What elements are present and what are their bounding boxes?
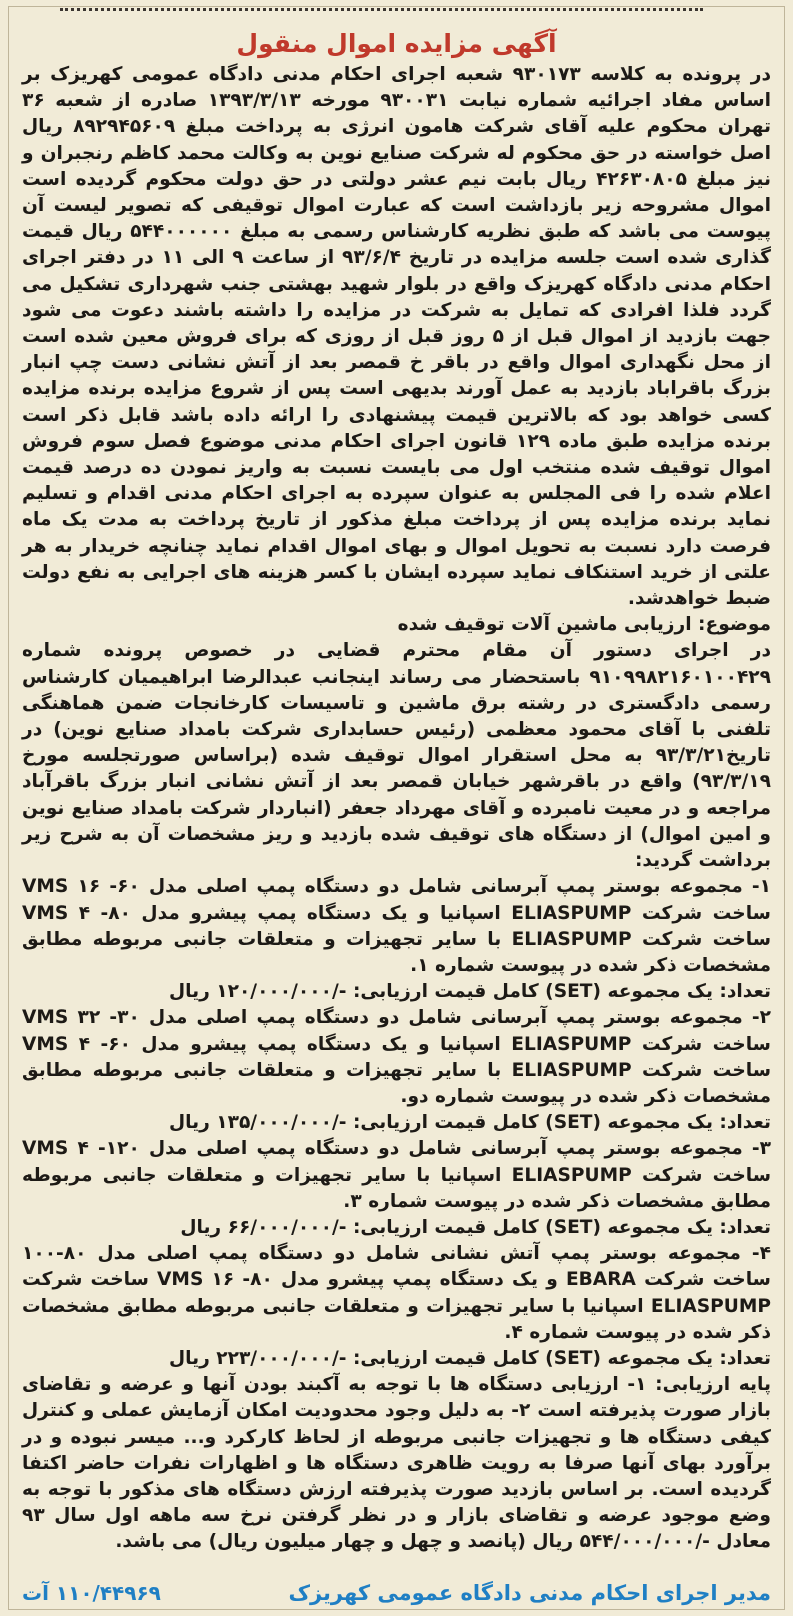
signature: مدیر اجرای احکام مدنی دادگاه عمومی کهریزک <box>288 1581 771 1605</box>
subject-line: موضوع: ارزیابی ماشین آلات توقیف شده <box>397 614 771 636</box>
list-item: ۱- مجموعه بوستر پمپ آبرسانی شامل دو دستگاه پمپ اصلی مدل ۶۰- ۱۶ VMS ساخت شرکت ELIASPUMP اسپانیا و یک دستگاه پمپ پیشرو مدل ۸۰- ۴ VMS ساخت شرکت ELIASPUMP با سایر تجهیزات و متعلقات جانبی مربوطه مطابق مشخصات ذکر شده در پیوست شماره ۱. <box>22 876 771 976</box>
list-item: ۳- مجموعه بوستر پمپ آبرسانی شامل دو دستگاه پمپ اصلی مدل ۱۲۰- ۴ VMS ساخت شرکت ELIASPUMP اسپانیا با سایر تجهیزات و متعلقات جانبی مربوطه مطابق مشخصات ذکر شده در پیوست شماره ۳. <box>22 1138 771 1212</box>
item-count: تعداد: یک مجموعه (SET) کامل قیمت ارزیابی: -/۱۳۵/۰۰۰/۰۰۰ ریال <box>168 1112 771 1134</box>
reference-code: ۱۱۰/۴۴۹۶۹ آت <box>22 1581 161 1605</box>
notice-title: آگهی مزایده اموال منقول <box>236 29 557 58</box>
list-item: ۲- مجموعه بوستر پمپ آبرسانی شامل دو دستگاه پمپ اصلی مدل ۳۰- ۳۲ VMS ساخت شرکت ELIASPUMP اسپانیا و یک دستگاه پمپ پیشرو مدل ۶۰- ۴ VMS ساخت شرکت ELIASPUMP با سایر تجهیزات و متعلقات جانبی مربوطه مطابق مشخصات ذکر شده در پیوست شماره دو. <box>22 1007 771 1107</box>
list-item: ۴- مجموعه بوستر پمپ آتش نشانی شامل دو دستگاه پمپ اصلی مدل ۸۰-۱۰۰ ساخت شرکت EBARA و یک دستگاه پمپ پیشرو مدل ۸۰- ۱۶ VMS ساخت شرکت ELIASPUMP اسپانیا با سایر تجهیزات و متعلقات جانبی مربوطه مطابق مشخصات ذکر شده در پیوست شماره ۴. <box>22 1243 771 1343</box>
item-count: تعداد: یک مجموعه (SET) کامل قیمت ارزیابی: -/۱۲۰/۰۰۰/۰۰۰ ریال <box>168 981 771 1003</box>
notice-body <box>22 28 771 1556</box>
item-list <box>22 874 771 1372</box>
report-paragraph: در اجرای دستور آن مقام محترم قضایی در خصوص پرونده شماره ۹۱۰۹۹۸۲۱۶۰۱۰۰۴۲۹ باستحضار می رساند اینجانب عبدالرضا ابراهیمیان کارشناس رسمی دادگستری در رشته برق ماشین و تاسیسات کارخانجات ضمن هماهنگی تلفنی با آقای محمود معظمی (رئیس حسابداری شرکت بامداد صنایع نوین) در تاریخ۹۳/۳/۲۱ به محل استقرار اموال توقیف شده (براساس صورتجلسه مورخ ۹۳/۳/۱۹) واقع در باقرشهر خیابان قمصر بعد از آتش نشانی انبار بزرگ باقرآباد مراجعه و در معیت نامبرده و آقای مهرداد جعفر (انباردار شرکت بامداد صنایع نوین و امین اموال) از دستگاه های توقیف شده بازدید و ریز مشخصات آن به شرح زیر برداشت گردید: <box>22 640 771 872</box>
intro-paragraph: در پرونده به کلاسه ۹۳۰۱۷۳ شعبه اجرای احکام مدنی دادگاه عمومی کهریزک بر اساس مفاد اجرائیه شماره نیابت ۹۳۰۰۳۱ مورخه ۱۳۹۳/۳/۱۳ صادره از شعبه ۳۶ تهران محکوم علیه آقای شرکت هامون انرژی به پرداخت مبلغ ۸۹۲۹۴۵۶۰۹ ریال اصل خواسته در حق محکوم له شرکت صنایع نوین به وکالت محمد کاظم رنجبران و نیز مبلغ ۴۲۶۳۰۸۰۵ ریال بابت نیم عشر دولتی در حق دولت محکوم گردیده است اموال مشروحه زیر بازداشت است که عبارت اموال توقیفی که تصویر لیست آن پیوست می باشد که طبق نظریه کارشناس رسمی به مبلغ ۵۴۴۰۰۰۰۰۰ ریال قیمت گذاری شده است جلسه مزایده در تاریخ ۹۳/۶/۴ از ساعت ۹ الی ۱۱ در دفتر اجرای احکام مدنی دادگاه کهریزک واقع در بلوار شهید بهشتی جنب شهرداری تشکیل می گردد فلذا افرادی که تمایل به شرکت در مزایده را داشته باشند دعوت می شود جهت بازدید از اموال قبل از ۵ روز قبل از روزی که برای فروش معین شده است از محل نگهداری اموال واقع در باقر خ قمصر بعد از آتش نشانی دست چپ انبار بزرگ باقراباد بازدید به عمل آورند بدیهی است پس از شروع مزایده برنده مزایده کسی خواهد بود که بالاترین قیمت پیشنهادی را ارائه داده باشد قابل ذکر است برنده مزایده طبق ماده ۱۲۹ قانون اجرای احکام مدنی موضوع فصل سوم فروش اموال توقیف شده منتخب اول می بایست نسبت به واریز نمودن ده درصد قیمت اعلام شده را فی المجلس به عنوان سپرده به اجرای احکام مدنی اقدام و تسلیم نماید برنده مزایده پس از پرداخت مبلغ مذکور از تاریخ پرداخت به مدت یک ماه فرصت دارد نسبت به تحویل اموال و بهای اموال اقدام نماید چنانچه خریدار به هر علتی از خرید استنکاف نماید سپرده ایشان با کسر هزینه های اجرایی به نفع دولت ضبط خواهدشد. <box>22 64 772 610</box>
notice-footer <box>22 1578 771 1608</box>
item-count: تعداد: یک مجموعه (SET) کامل قیمت ارزیابی: -/۲۲۳/۰۰۰/۰۰۰ ریال <box>168 1347 771 1369</box>
item-count: تعداد: یک مجموعه (SET) کامل قیمت ارزیابی: -/۶۶/۰۰۰/۰۰۰ ریال <box>180 1216 771 1238</box>
valuation-basis: پایه ارزیابی: ۱- ارزیابی دستگاه ها با توجه به آکبند بودن آنها و عرضه و تقاضای بازار صورت پذیرفته است ۲- به دلیل وجود محدودیت امکان آزمایش عملی و کنترل کیفی دستگاه ها و تجهیزات جانبی مربوطه از لحاظ کارکرد و... میسر نبوده و در برآورد بهای آنها صرفا به رویت ظاهری دستگاه ها و اظهارات نفرات حاضر اکتفا گردیده است. بر اساس بازدید صورت پذیرفته ارزش دستگاه های مذکور با توجه به وضع موجود عرضه و تقاضای بازار و در نظر گرفتن نرخ سه ماهه اول سال ۹۳ معادل -/۵۴۴/۰۰۰/۰۰۰ ریال (پانصد و چهل و چهار میلیون ریال) می باشد. <box>22 1374 771 1553</box>
top-dotted-rule <box>60 8 703 17</box>
